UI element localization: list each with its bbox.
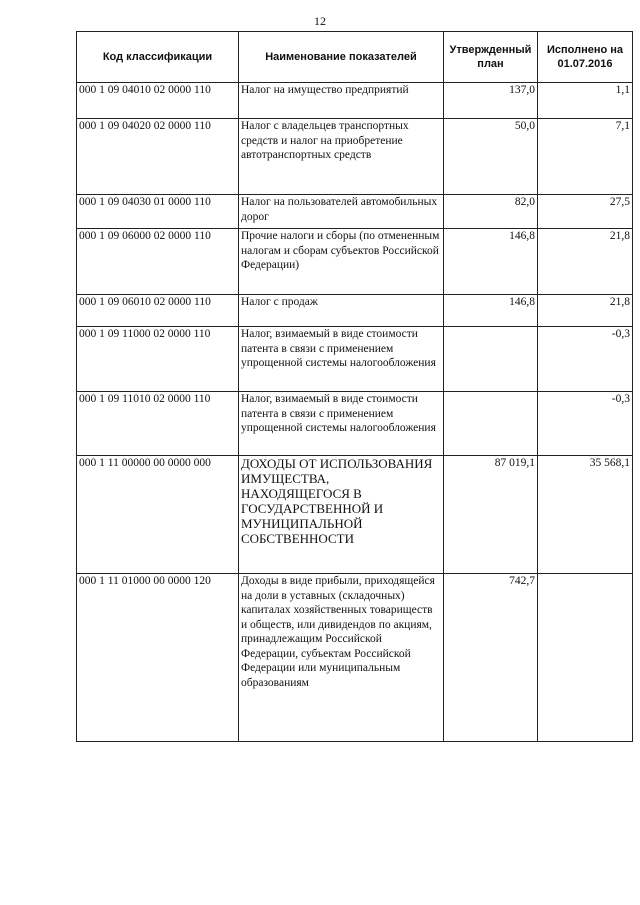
- cell-code: 000 1 09 06010 02 0000 110: [77, 295, 239, 327]
- header-code: Код классификации: [77, 32, 239, 83]
- table-row: [77, 327, 633, 392]
- header-done-date: 01.07.2016: [557, 58, 613, 70]
- cell-plan: [444, 327, 538, 392]
- table-row: [77, 83, 633, 119]
- header-done-label: Исполнено на: [546, 44, 624, 56]
- page-number: 12: [314, 14, 326, 28]
- cell-plan: 87 019,1: [444, 456, 538, 574]
- cell-plan: 137,0: [444, 83, 538, 119]
- table-row: [77, 456, 633, 574]
- header-name: Наименование показателей: [239, 32, 444, 83]
- cell-name: Налог на имущество предприятий: [239, 83, 444, 119]
- cell-plan: 146,8: [444, 229, 538, 295]
- cell-code: 000 1 09 11000 02 0000 110: [77, 327, 239, 392]
- cell-name: Налог, взимаемый в виде стоимости патента в связи с применением упрощенной системы налогообложения: [239, 327, 444, 392]
- cell-code: 000 1 11 00000 00 0000 000: [77, 456, 239, 574]
- cell-name: Доходы в виде прибыли, приходящейся на доли в уставных (складочных) капиталах хозяйственных товариществ и обществ, или дивидендов по акциям, принадлежащим Российской Федерации, субъектам Российской Федерации или муниципальным образованиям: [239, 574, 444, 742]
- cell-name: Налог, взимаемый в виде стоимости патента в связи с применением упрощенной системы налогообложения: [239, 392, 444, 456]
- table-header-row: [77, 32, 633, 83]
- cell-done: -0,3: [538, 327, 633, 392]
- cell-done: 1,1: [538, 83, 633, 119]
- revenue-table: [76, 31, 633, 742]
- table-row: [77, 295, 633, 327]
- cell-done: 21,8: [538, 229, 633, 295]
- table-row: [77, 229, 633, 295]
- cell-plan: 146,8: [444, 295, 538, 327]
- cell-name: Налог на пользователей автомобильных дорог: [239, 195, 444, 229]
- header-plan: Утвержденный план: [444, 32, 538, 83]
- cell-done: [538, 574, 633, 742]
- cell-code: 000 1 11 01000 00 0000 120: [77, 574, 239, 742]
- cell-name: Налог с продаж: [239, 295, 444, 327]
- table-row: [77, 574, 633, 742]
- cell-code: 000 1 09 04030 01 0000 110: [77, 195, 239, 229]
- cell-done: 35 568,1: [538, 456, 633, 574]
- cell-plan: 82,0: [444, 195, 538, 229]
- cell-code: 000 1 09 04020 02 0000 110: [77, 119, 239, 195]
- table-row: [77, 392, 633, 456]
- cell-name: Прочие налоги и сборы (по отмененным налогам и сборам субъектов Российской Федерации): [239, 229, 444, 295]
- header-done: [538, 32, 633, 83]
- cell-done: 27,5: [538, 195, 633, 229]
- table-row: [77, 119, 633, 195]
- cell-code: 000 1 09 06000 02 0000 110: [77, 229, 239, 295]
- cell-plan: [444, 392, 538, 456]
- table-row: [77, 195, 633, 229]
- cell-done: -0,3: [538, 392, 633, 456]
- cell-name: Налог с владельцев транспортных средств и налог на приобретение автотранспортных средств: [239, 119, 444, 195]
- cell-code: 000 1 09 11010 02 0000 110: [77, 392, 239, 456]
- cell-plan: 50,0: [444, 119, 538, 195]
- cell-name: ДОХОДЫ ОТ ИСПОЛЬЗОВАНИЯ ИМУЩЕСТВА, НАХОДЯЩЕГОСЯ В ГОСУДАРСТВЕННОЙ И МУНИЦИПАЛЬНОЙ СОБСТВЕННОСТИ: [239, 456, 444, 574]
- cell-code: 000 1 09 04010 02 0000 110: [77, 83, 239, 119]
- cell-done: 7,1: [538, 119, 633, 195]
- cell-plan: 742,7: [444, 574, 538, 742]
- cell-done: 21,8: [538, 295, 633, 327]
